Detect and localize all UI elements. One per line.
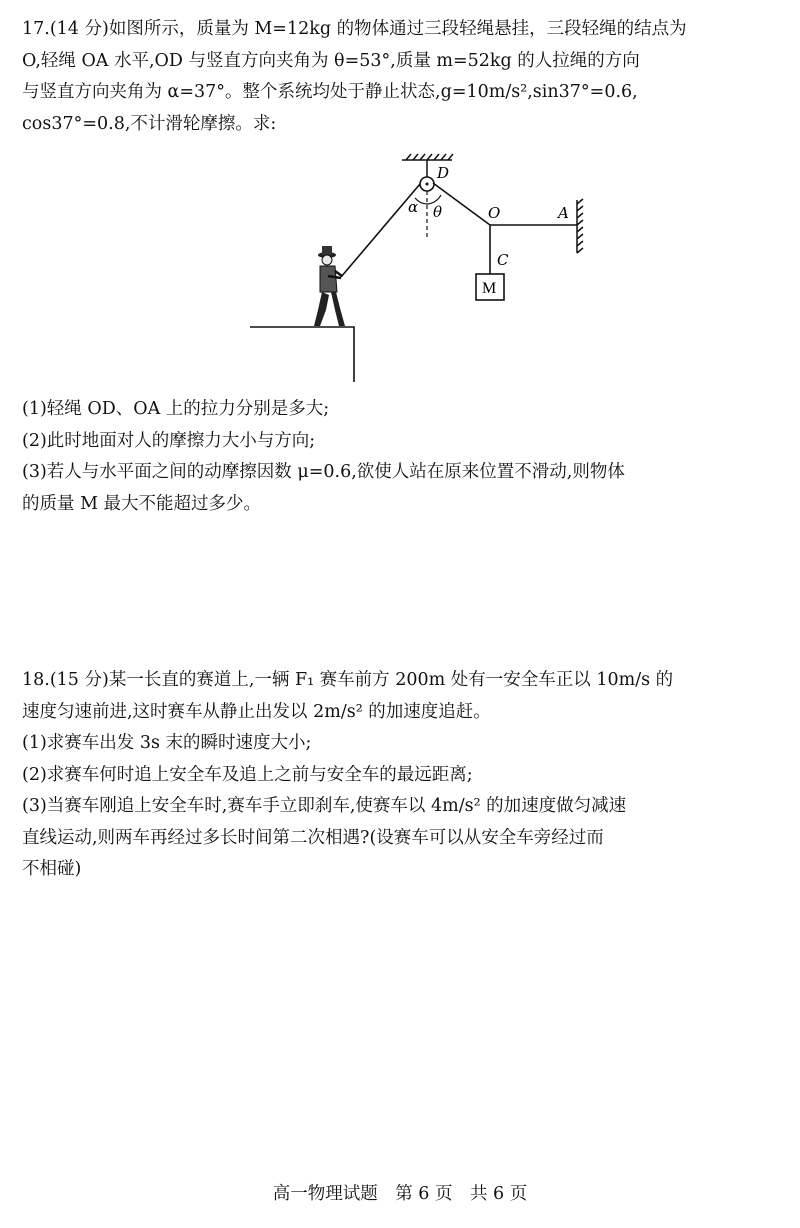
q17-line-4: cos37°=0.8,不计滑轮摩擦。求:: [22, 113, 277, 134]
label-M: M: [482, 280, 497, 297]
label-D: D: [437, 164, 450, 182]
label-C: C: [497, 251, 509, 269]
label-alpha: α: [408, 198, 419, 216]
q17-line-3: 与竖直方向夹角为 α=37°。整个系统均处于静止状态,g=10m/s²,sin37°=0.6,: [22, 82, 638, 102]
q17-line-2: O,轻绳 OA 水平,OD 与竖直方向夹角为 θ=53°,质量 m=52kg 的人拉绳的方向: [22, 50, 640, 71]
wall-support: [577, 199, 583, 253]
label-theta: θ: [433, 203, 443, 221]
question-18: [22, 665, 787, 886]
ground-ledge: [250, 327, 354, 382]
pulley-diagram: [240, 150, 600, 385]
page-footer: 高一物理试题 第 6 页 共 6 页: [272, 1184, 528, 1204]
q18-sub-3: (3)当赛车刚追上安全车时,赛车手立即刹车,使赛车以 4m/s² 的加速度做匀减速: [22, 796, 627, 816]
q17-sub-2: (2)此时地面对人的摩擦力大小与方向;: [22, 430, 316, 451]
question-17-subquestions: [22, 394, 787, 520]
q18-sub-3-continued-1: 直线运动,则两车再经过多长时间第二次相遇?(设赛车可以从安全车旁经过而: [22, 827, 604, 848]
q17-sub-3: (3)若人与水平面之间的动摩擦因数 μ=0.6,欲使人站在原来位置不滑动,则物体: [22, 462, 625, 482]
q18-sub-3-continued-2: 不相碰): [22, 859, 82, 879]
label-A: A: [558, 204, 569, 222]
q17-line-1: 17.(14 分)如图所示，质量为 M=12kg 的物体通过三段轻绳悬挂，三段轻绳的结点为: [22, 19, 687, 39]
q18-sub-2: (2)求赛车何时追上安全车及追上之前与安全车的最远距离;: [22, 764, 473, 785]
label-O: O: [488, 204, 501, 222]
q18-sub-1: (1)求赛车出发 3s 末的瞬时速度大小;: [22, 733, 312, 753]
person-pulling-rope: [314, 246, 345, 326]
q17-sub-1: (1)轻绳 OD、OA 上的拉力分别是多大;: [22, 399, 330, 419]
q18-line-2: 速度匀速前进,这时赛车从静止出发以 2m/s² 的加速度追赶。: [22, 701, 491, 722]
q17-sub-3-continued: 的质量 M 最大不能超过多少。: [22, 493, 262, 514]
q18-line-1: 18.(15 分)某一长直的赛道上,一辆 F₁ 赛车前方 200m 处有一安全车正以 10m/s 的: [22, 670, 674, 690]
question-17-stem: [22, 14, 787, 140]
